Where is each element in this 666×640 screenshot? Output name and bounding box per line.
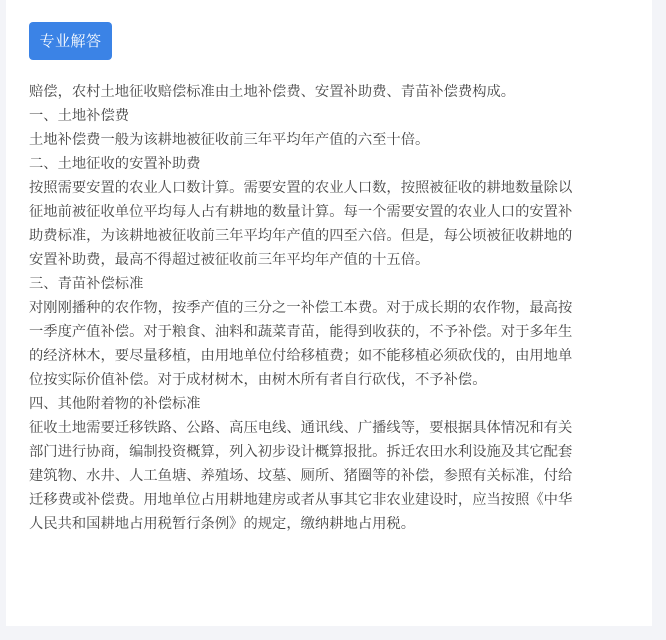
answer-line: 按照需要安置的农业人口数计算。需要安置的农业人口数，按照被征收的耕地数量除以 <box>29 180 573 196</box>
answer-line: 位按实际价值补偿。对于成材树木，由树木所有者自行砍伐，不予补偿。 <box>29 372 487 388</box>
answer-line: 助费标准，为该耕地被征收前三年平均年产值的四至六倍。但是，每公顷被征收耕地的 <box>29 228 573 244</box>
answer-line: 土地补偿费一般为该耕地被征收前三年平均年产值的六至十倍。 <box>29 132 430 148</box>
answer-line: 部门进行协商，编制投资概算，列入初步设计概算报批。拆迁农田水利设施及其它配套 <box>29 444 573 460</box>
answer-line: 安置补助费，最高不得超过被征收前三年平均年产值的十五倍。 <box>29 252 430 268</box>
answer-line: 征地前被征收单位平均每人占有耕地的数量计算。每一个需要安置的农业人口的安置补 <box>29 204 573 220</box>
answer-line: 迁移费或补偿费。用地单位占用耕地建房或者从事其它非农业建设时，应当按照《中华 <box>29 492 573 508</box>
answer-line: 人民共和国耕地占用税暂行条例》的规定，缴纳耕地占用税。 <box>29 516 416 532</box>
professional-answer-button[interactable]: 专业解答 <box>29 22 112 60</box>
answer-line: 一季度产值补偿。对于粮食、油料和蔬菜青苗，能得到收获的，不予补偿。对于多年生 <box>29 324 573 340</box>
answer-card <box>6 0 652 626</box>
section-heading: 二、土地征收的安置补助费 <box>29 156 201 172</box>
answer-line: 赔偿，农村土地征收赔偿标准由土地补偿费、安置补助费、青苗补偿费构成。 <box>29 84 516 100</box>
section-heading: 四、其他附着物的补偿标准 <box>29 396 201 412</box>
answer-line: 征收土地需要迁移铁路、公路、高压电线、通讯线、广播线等，要根据具体情况和有关 <box>29 420 573 436</box>
answer-line: 建筑物、水井、人工鱼塘、养殖场、坟墓、厕所、猪圈等的补偿，参照有关标准，付给 <box>29 468 573 484</box>
section-heading: 一、土地补偿费 <box>29 108 130 124</box>
section-heading: 三、青苗补偿标准 <box>29 276 144 292</box>
answer-line: 的经济林木，要尽量移植，由用地单位付给移植费；如不能移植必须砍伐的，由用地单 <box>29 348 573 364</box>
answer-content <box>29 80 641 536</box>
answer-line: 对刚刚播种的农作物，按季产值的三分之一补偿工本费。对于成长期的农作物，最高按 <box>29 300 573 316</box>
